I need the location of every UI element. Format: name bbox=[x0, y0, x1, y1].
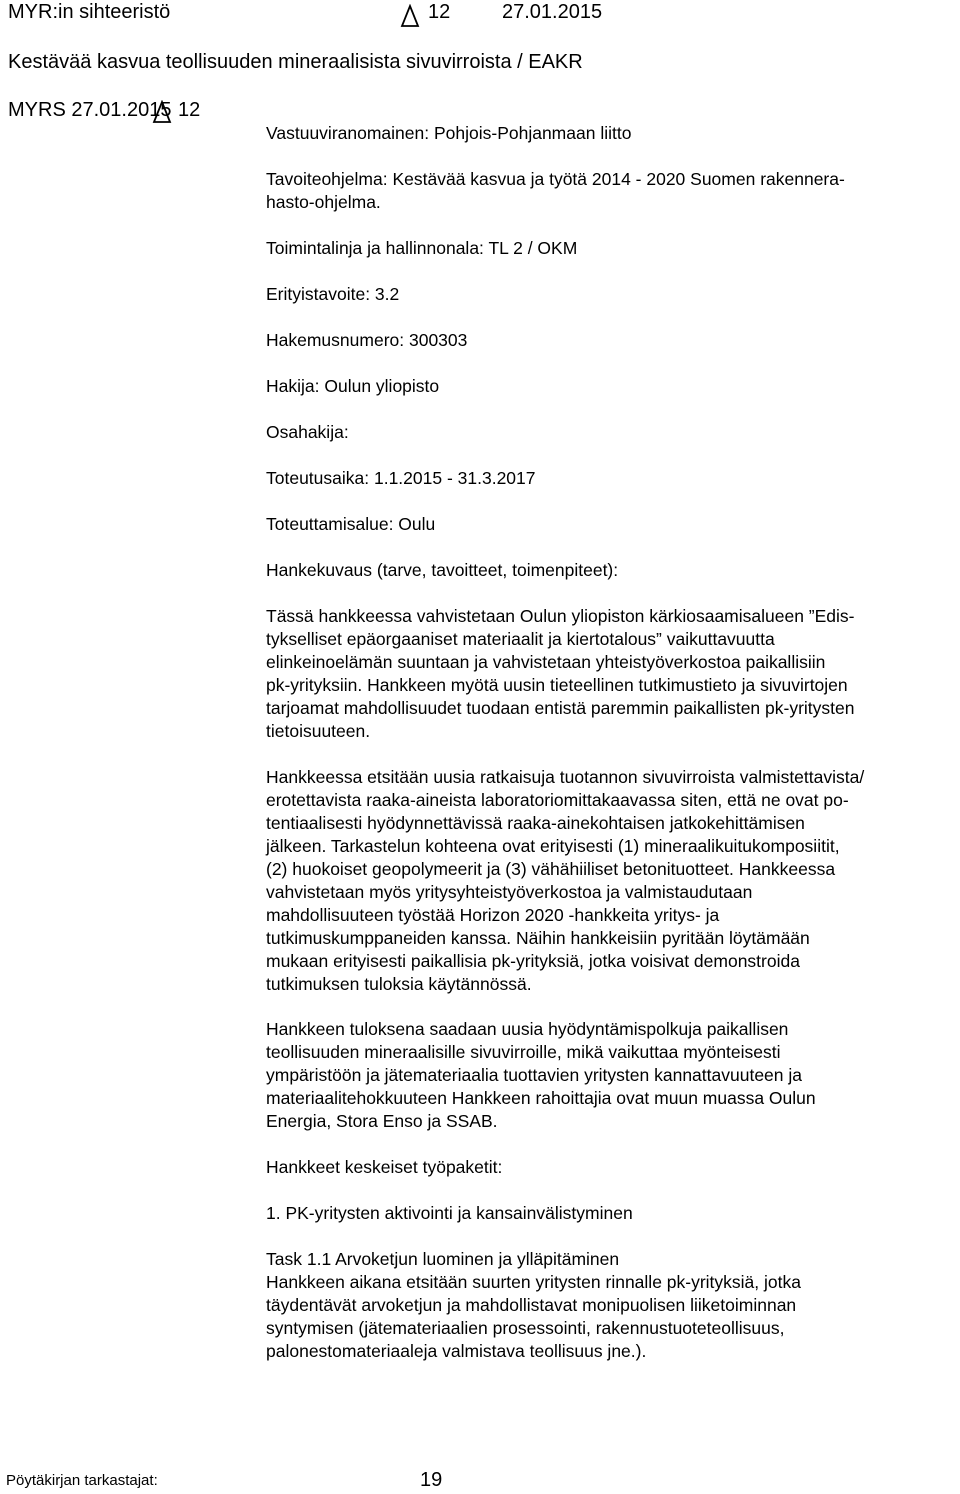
work-package-1: 1. PK-yritysten aktivointi ja kansainvälistyminen bbox=[266, 1203, 633, 1223]
text-line: erotettavista raaka-aineista laboratoriomittakaavassa siten, että ne ovat po- bbox=[266, 790, 849, 810]
implementation-area: Toteuttamisalue: Oulu bbox=[266, 514, 436, 534]
text-line: tutkimuskumppaneiden kanssa. Näihin hankkeisiin pyritään löytämään bbox=[266, 928, 810, 948]
header-org: MYR:in sihteeristö bbox=[8, 1, 171, 23]
text-line: tykselliset epäorgaaniset materiaalit ja kiertotalous” vaikuttavuutta bbox=[266, 629, 775, 649]
paragraph-2 bbox=[266, 766, 936, 996]
text-line: (2) huokoiset geopolymeerit ja (3) vähähiiliset betonituotteet. Hankkeessa bbox=[266, 859, 836, 879]
task-block bbox=[266, 1248, 936, 1363]
text-line: tutkimuksen tuloksia käytännössä. bbox=[266, 974, 532, 994]
text-line: mahdollisuuteen työstää Horizon 2020 -hankkeita yritys- ja bbox=[266, 905, 720, 925]
text-line: ympäristöön ja jätemateriaalia tuottavien yritysten kannattavuuteen ja bbox=[266, 1065, 802, 1085]
applicant: Hakija: Oulun yliopisto bbox=[266, 376, 440, 396]
text-line: materiaalitehokkuuteen Hankkeen rahoittajia ovat muun muassa Oulun bbox=[266, 1088, 816, 1108]
text-line: Energia, Stora Enso ja SSAB. bbox=[266, 1111, 498, 1131]
text-line: mukaan erityisesti paikallisia pk-yrityksiä, jotka voisivat demonstroida bbox=[266, 951, 800, 971]
page-number: 19 bbox=[420, 1469, 443, 1491]
text-line: täydentävät arvoketjun ja mahdollistavat monipuolisen liiketoiminnan bbox=[266, 1295, 797, 1315]
program-line-1: Tavoiteohjelma: Kestävää kasvua ja työtä 2014 - 2020 Suomen rakennera- bbox=[266, 169, 845, 189]
paragraph-1 bbox=[266, 605, 936, 743]
work-packages-heading: Hankkeet keskeiset työpaketit: bbox=[266, 1157, 503, 1177]
task-title: Task 1.1 Arvoketjun luominen ja ylläpitäminen bbox=[266, 1249, 620, 1269]
text-line: syntymisen (jätemateriaalien prosessointi, rakennustuoteteollisuus, bbox=[266, 1318, 785, 1338]
text-line: Hankkeen tuloksena saadaan uusia hyödyntämispolkuja paikallisen bbox=[266, 1019, 789, 1039]
text-line: vahvistetaan myös yritysyhteistyöverkostoa ja valmistaudutaan bbox=[266, 882, 753, 902]
header-section: 12 bbox=[428, 1, 451, 23]
paragraph-3 bbox=[266, 1018, 936, 1133]
application-number: Hakemusnumero: 300303 bbox=[266, 330, 468, 350]
specific-objective: Erityistavoite: 3.2 bbox=[266, 284, 400, 304]
text-line: teollisuuden mineraalisille sivuvirroille, mikä vaikuttaa myönteisesti bbox=[266, 1042, 781, 1062]
section-icon bbox=[400, 4, 420, 28]
header-date: 27.01.2015 bbox=[502, 1, 603, 23]
authority: Vastuuviranomainen: Pohjois-Pohjanmaan liitto bbox=[266, 123, 632, 143]
co-applicant: Osahakija: bbox=[266, 422, 349, 442]
project-title: Kestävää kasvua teollisuuden mineraalisista sivuvirroista / EAKR bbox=[8, 51, 583, 73]
text-line: Hankkeen aikana etsitään suurten yritysten rinnalle pk-yrityksiä, jotka bbox=[266, 1272, 801, 1292]
text-line: tentiaalisesti hyödynnettävissä raaka-ainekohtaisen jatkokehittämisen bbox=[266, 813, 805, 833]
text-line: pk-yrityksiin. Hankkeen myötä uusin tieteellinen tutkimustieto ja sivuvirtojen bbox=[266, 675, 848, 695]
footer-label: Pöytäkirjan tarkastajat: bbox=[6, 1472, 158, 1489]
implementation-period: Toteutusaika: 1.1.2015 - 31.3.2017 bbox=[266, 468, 536, 488]
section-icon bbox=[152, 100, 172, 124]
text-line: palonestomateriaaleja valmistava teollisuus jne.). bbox=[266, 1341, 647, 1361]
text-line: tietoisuuteen. bbox=[266, 721, 371, 741]
priority-axis: Toimintalinja ja hallinnonala: TL 2 / OKM bbox=[266, 238, 578, 258]
text-line: elinkeinoelämän suuntaan ja vahvistetaan yhteistyöverkostoa paikallisiin bbox=[266, 652, 826, 672]
reference-section: 12 bbox=[178, 99, 201, 121]
text-line: tarjoamat mahdollisuudet tuodaan entistä paremmin paikallisten pk-yritysten bbox=[266, 698, 855, 718]
reference-code: MYRS 27.01.2015 bbox=[8, 99, 172, 121]
program-line-2: hasto-ohjelma. bbox=[266, 192, 381, 212]
text-line: Hankkeessa etsitään uusia ratkaisuja tuotannon sivuvirroista valmistettavista/ bbox=[266, 767, 865, 787]
description-heading: Hankekuvaus (tarve, tavoitteet, toimenpiteet): bbox=[266, 560, 619, 580]
text-line: jälkeen. Tarkastelun kohteena ovat erityisesti (1) mineraalikuitukomposiitit, bbox=[266, 836, 840, 856]
text-line: Tässä hankkeessa vahvistetaan Oulun yliopiston kärkiosaamisalueen ”Edis- bbox=[266, 606, 855, 626]
